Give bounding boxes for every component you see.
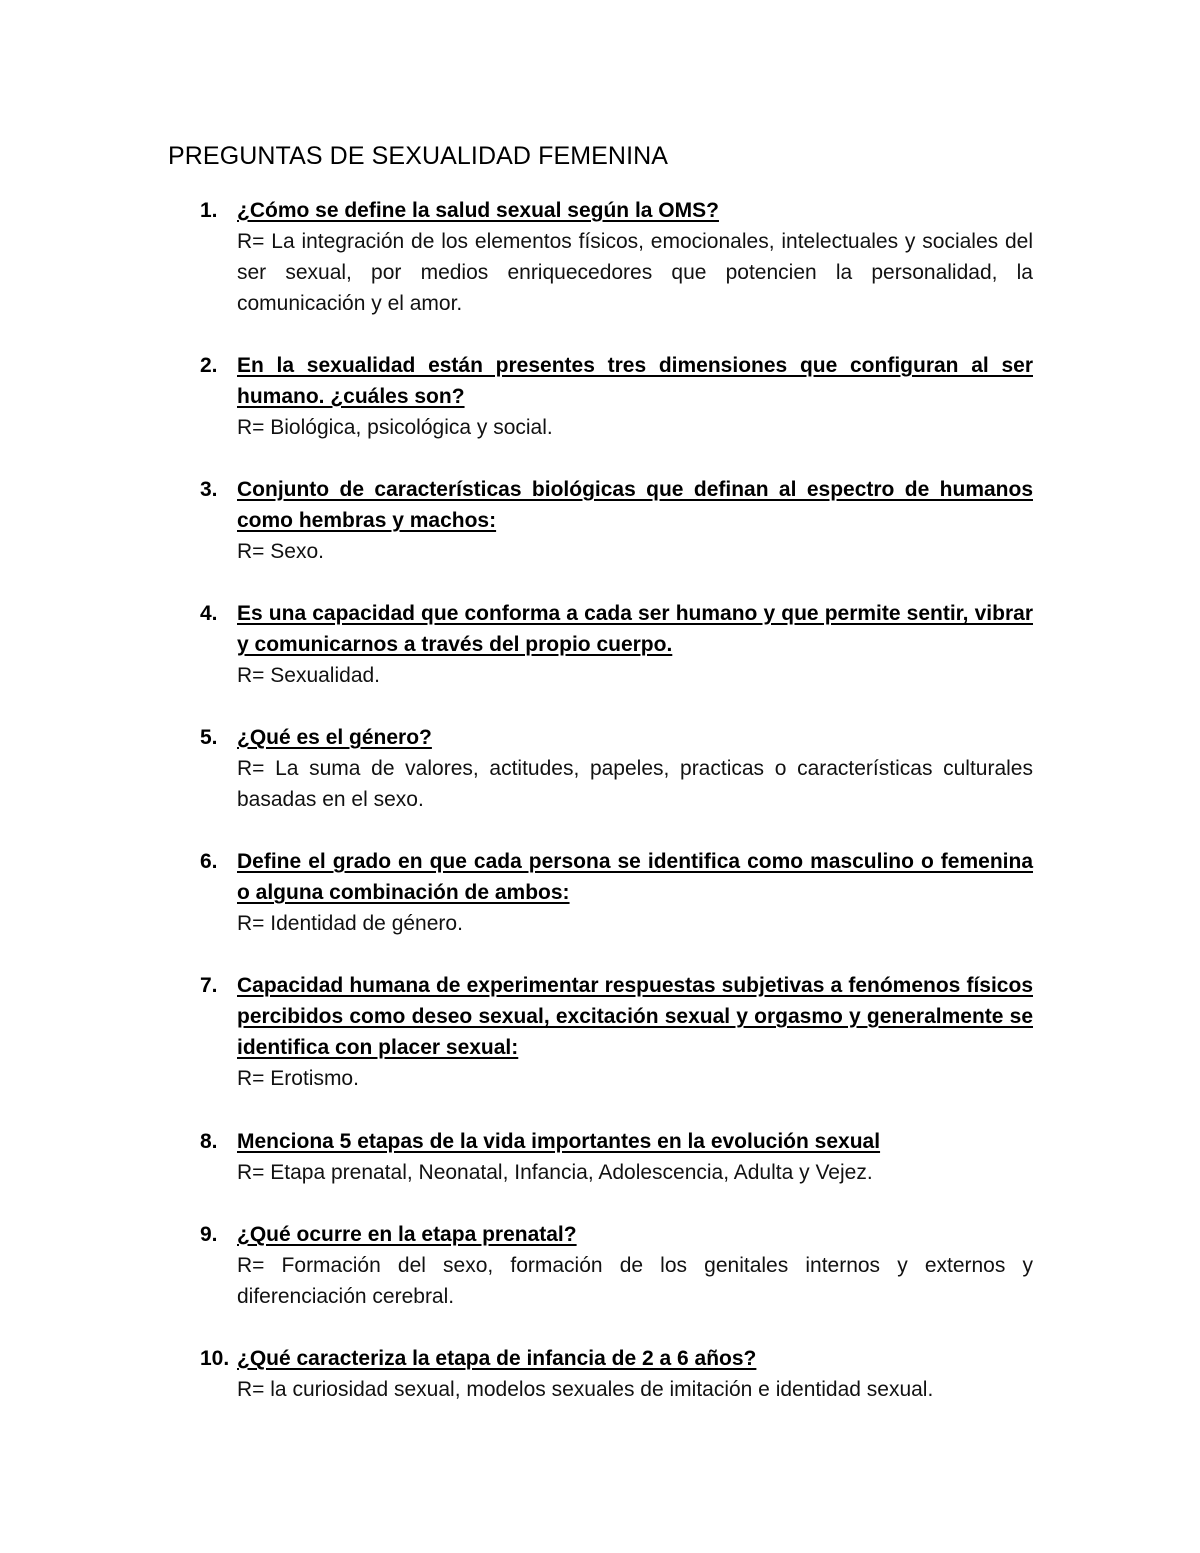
question-number: 8. — [200, 1130, 218, 1153]
answer-text: R= Sexo. — [237, 540, 324, 563]
page-title: PREGUNTAS DE SEXUALIDAD FEMENINA — [168, 142, 669, 170]
answer-text: R= La suma de valores, actitudes, papeles, practicas o características culturales basadas en el sexo. — [237, 757, 1033, 811]
answer-text: R= Etapa prenatal, Neonatal, Infancia, Adolescencia, Adulta y Vejez. — [237, 1161, 873, 1184]
question-text: Conjunto de características biológicas que definan al espectro de humanos como hembras y machos: — [237, 478, 1033, 532]
question-item-6 — [200, 846, 1033, 939]
question-item-1 — [200, 195, 1033, 319]
question-number: 10. — [200, 1347, 230, 1370]
question-item-3 — [200, 474, 1033, 567]
question-item-9 — [200, 1219, 1033, 1312]
question-text: Define el grado en que cada persona se identifica como masculino o femenina o alguna combinación de ambos: — [237, 850, 1033, 904]
question-item-5 — [200, 722, 1033, 815]
question-number: 4. — [200, 602, 218, 625]
question-item-2 — [200, 350, 1033, 443]
question-text: Capacidad humana de experimentar respuestas subjetivas a fenómenos físicos percibidos como deseo sexual, excitación sexual y orgasmo y generalmente se identifica con placer sexual: — [237, 974, 1033, 1059]
question-text: Es una capacidad que conforma a cada ser humano y que permite sentir, vibrar y comunicarnos a través del propio cuerpo. — [237, 602, 1033, 656]
question-text: Menciona 5 etapas de la vida importantes en la evolución sexual — [237, 1130, 881, 1153]
question-text: ¿Qué caracteriza la etapa de infancia de 2 a 6 años? — [237, 1347, 757, 1370]
question-text: ¿Cómo se define la salud sexual según la OMS? — [237, 199, 719, 222]
answer-text: R= Erotismo. — [237, 1067, 359, 1090]
question-number: 3. — [200, 478, 218, 501]
answer-text: R= Identidad de género. — [237, 912, 463, 935]
answer-text: R= La integración de los elementos físicos, emocionales, intelectuales y sociales del ser sexual, por medios enriquecedores que potencien la personalidad, la comunicación y el amor. — [237, 230, 1033, 315]
answer-text: R= Biológica, psicológica y social. — [237, 416, 553, 439]
answer-text: R= la curiosidad sexual, modelos sexuales de imitación e identidad sexual. — [237, 1378, 934, 1401]
question-number: 6. — [200, 850, 218, 873]
question-number: 5. — [200, 726, 218, 749]
question-text: En la sexualidad están presentes tres dimensiones que configuran al ser humano. ¿cuáles son? — [237, 354, 1033, 408]
question-item-8 — [200, 1126, 1033, 1188]
question-number: 2. — [200, 354, 218, 377]
question-number: 7. — [200, 974, 218, 997]
question-item-7 — [200, 970, 1033, 1094]
answer-text: R= Formación del sexo, formación de los genitales internos y externos y diferenciación cerebral. — [237, 1254, 1033, 1308]
question-text: ¿Qué es el género? — [237, 726, 432, 749]
question-number: 9. — [200, 1223, 218, 1246]
question-item-10 — [200, 1343, 1033, 1405]
question-number: 1. — [200, 199, 218, 222]
question-text: ¿Qué ocurre en la etapa prenatal? — [237, 1223, 577, 1246]
question-item-4 — [200, 598, 1033, 691]
answer-text: R= Sexualidad. — [237, 664, 381, 687]
